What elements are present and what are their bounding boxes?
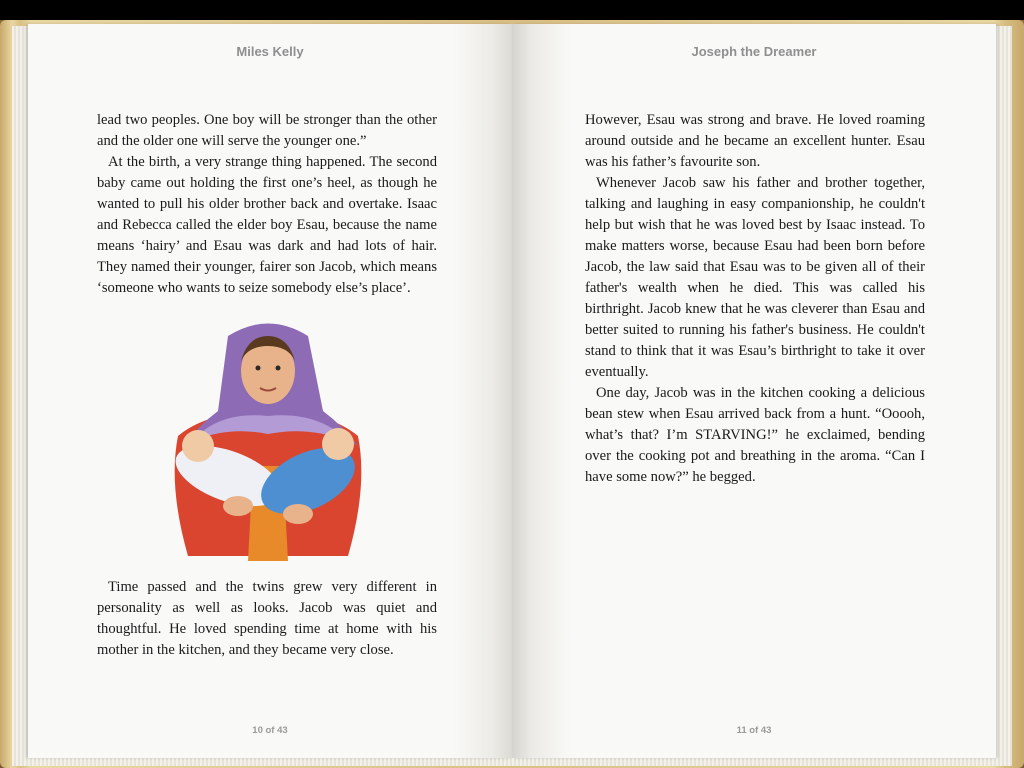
illustration-mother-twins — [158, 316, 378, 566]
right-text — [585, 110, 925, 488]
paragraph: Whenever Jacob saw his father and brother together, talking and laughing in easy companionship, he couldn't help but wish that he was loved best by Isaac instead. To make matters worse, because Esau had been born before Jacob, the law said that Esau was to be given all of their father's wealth when he died. This was called his birthright. Jacob knew that he was cleverer than Esau and better suited to running his father's business. He couldn't stand to think that it was Esau’s birthright to take it over eventually. — [585, 175, 925, 380]
paragraph: One day, Jacob was in the kitchen cooking a delicious bean stew when Esau arrived back from a hunt. “Ooooh, what’s that? I’m STARVING!” he exclaimed, bending over the cooking pot and breathing in the aroma. “Can I have some now?” he begged. — [585, 385, 925, 485]
paragraph: However, Esau was strong and brave. He loved roaming around outside and he became an excellent hunter. Esau was his father’s favourite son. — [585, 112, 925, 170]
right-running-head: Joseph the Dreamer — [691, 44, 817, 59]
paragraph: At the birth, a very strange thing happened. The second baby came out holding the first one’s heel, as though he wanted to pull his older brother back and overtake. Isaac and Rebecca called the elder boy Esau, because the name means ‘hairy’ and Esau was dark and had lots of hair. They named their younger, fairer son Jacob, which means ‘someone who wants to seize somebody else’s place’. — [97, 154, 437, 296]
left-page[interactable] — [28, 24, 512, 758]
left-page-number: 10 of 43 — [252, 725, 288, 736]
right-page-number: 11 of 43 — [736, 725, 772, 736]
left-bottom-text — [97, 577, 437, 661]
paragraph: lead two peoples. One boy will be stronger than the other and the older one will serve the younger one.” — [97, 112, 437, 149]
paragraph: Time passed and the twins grew very different in personality as well as looks. Jacob was quiet and thoughtful. He loved spending time at home with his mother in the kitchen, and they became very close. — [97, 579, 437, 658]
left-running-head: Miles Kelly — [236, 44, 304, 59]
left-top-text — [97, 110, 437, 299]
right-page[interactable] — [512, 24, 996, 758]
